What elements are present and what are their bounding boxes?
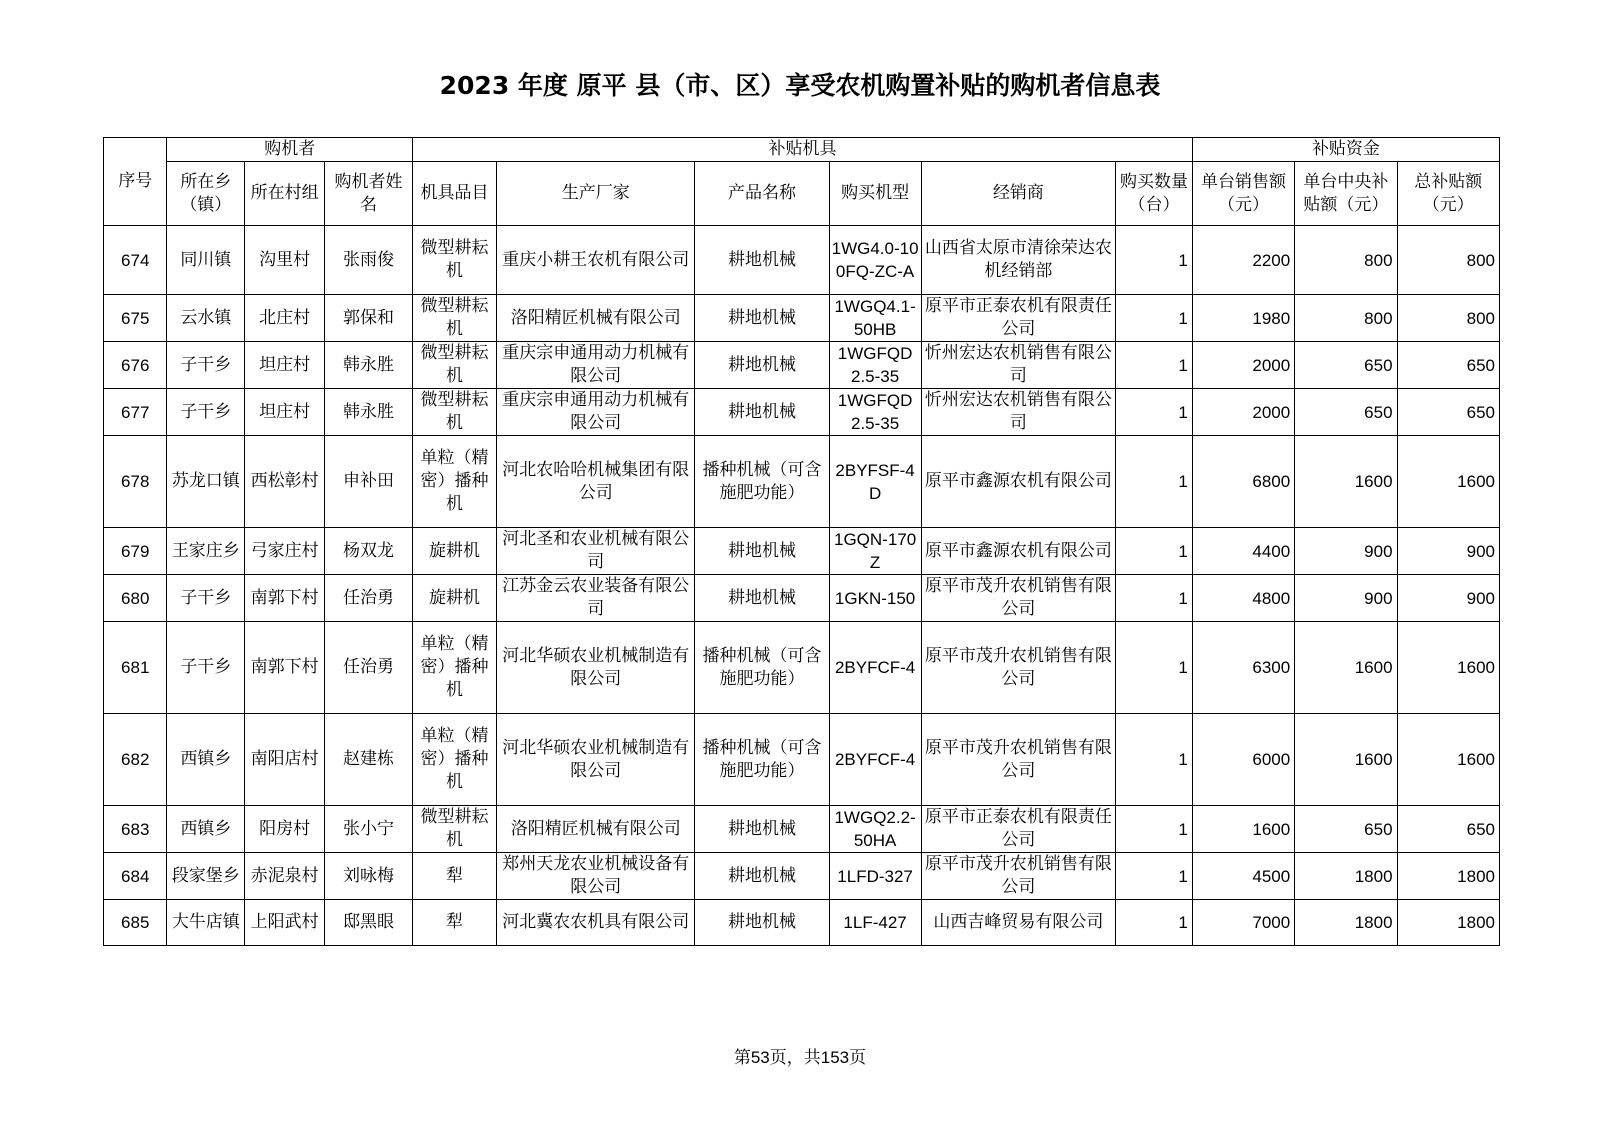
cell-township: 子干乡 xyxy=(167,389,245,436)
table-row xyxy=(104,389,1500,436)
cell-total-subsidy: 650 xyxy=(1397,806,1499,853)
cell-township: 子干乡 xyxy=(167,622,245,714)
cell-category: 单粒（精密）播种机 xyxy=(413,436,497,528)
group-header-machine: 补贴机具 xyxy=(413,138,1193,162)
cell-quantity: 1 xyxy=(1116,622,1193,714)
cell-seq: 683 xyxy=(104,806,167,853)
col-header-product: 产品名称 xyxy=(695,162,829,226)
cell-seq: 685 xyxy=(104,900,167,946)
cell-buyer-name: 张雨俊 xyxy=(325,226,413,295)
cell-category: 旋耕机 xyxy=(413,575,497,622)
cell-dealer: 原平市正泰农机有限责任公司 xyxy=(921,806,1115,853)
cell-central-subsidy: 1800 xyxy=(1295,853,1397,900)
cell-quantity: 1 xyxy=(1116,342,1193,389)
cell-dealer: 原平市鑫源农机有限公司 xyxy=(921,436,1115,528)
cell-unit-price: 2000 xyxy=(1192,389,1294,436)
cell-buyer-name: 韩永胜 xyxy=(325,389,413,436)
cell-seq: 682 xyxy=(104,714,167,806)
cell-seq: 680 xyxy=(104,575,167,622)
cell-village: 北庄村 xyxy=(245,295,325,342)
cell-township: 大牛店镇 xyxy=(167,900,245,946)
cell-village: 南郭下村 xyxy=(245,575,325,622)
cell-category: 旋耕机 xyxy=(413,528,497,575)
cell-unit-price: 1600 xyxy=(1192,806,1294,853)
cell-village: 上阳武村 xyxy=(245,900,325,946)
col-header-category: 机具品目 xyxy=(413,162,497,226)
table-row xyxy=(104,622,1500,714)
cell-township: 王家庄乡 xyxy=(167,528,245,575)
cell-unit-price: 7000 xyxy=(1192,900,1294,946)
cell-product: 播种机械（可含施肥功能） xyxy=(695,714,829,806)
cell-unit-price: 6800 xyxy=(1192,436,1294,528)
cell-model: 1WGFQD2.5-35 xyxy=(829,389,921,436)
cell-dealer: 山西吉峰贸易有限公司 xyxy=(921,900,1115,946)
cell-category: 犁 xyxy=(413,853,497,900)
cell-manufacturer: 河北华硕农业机械制造有限公司 xyxy=(496,622,695,714)
table-row xyxy=(104,342,1500,389)
table-row xyxy=(104,528,1500,575)
cell-dealer: 原平市茂升农机销售有限公司 xyxy=(921,853,1115,900)
cell-seq: 675 xyxy=(104,295,167,342)
cell-township: 段家堡乡 xyxy=(167,853,245,900)
cell-model: 1GKN-150 xyxy=(829,575,921,622)
cell-central-subsidy: 1600 xyxy=(1295,714,1397,806)
cell-model: 1WG4.0-100FQ-ZC-A xyxy=(829,226,921,295)
cell-buyer-name: 任治勇 xyxy=(325,575,413,622)
cell-central-subsidy: 900 xyxy=(1295,528,1397,575)
cell-total-subsidy: 650 xyxy=(1397,342,1499,389)
cell-buyer-name: 张小宁 xyxy=(325,806,413,853)
group-header-fund: 补贴资金 xyxy=(1192,138,1499,162)
cell-dealer: 原平市茂升农机销售有限公司 xyxy=(921,714,1115,806)
cell-unit-price: 4500 xyxy=(1192,853,1294,900)
cell-product: 耕地机械 xyxy=(695,900,829,946)
cell-product: 耕地机械 xyxy=(695,528,829,575)
cell-dealer: 原平市正泰农机有限责任公司 xyxy=(921,295,1115,342)
cell-category: 单粒（精密）播种机 xyxy=(413,714,497,806)
cell-unit-price: 6300 xyxy=(1192,622,1294,714)
cell-total-subsidy: 900 xyxy=(1397,575,1499,622)
footer-prefix: 第 xyxy=(733,1048,751,1068)
cell-buyer-name: 申补田 xyxy=(325,436,413,528)
cell-unit-price: 1980 xyxy=(1192,295,1294,342)
cell-quantity: 1 xyxy=(1116,575,1193,622)
col-header-central-subsidy: 单台中央补贴额（元） xyxy=(1295,162,1397,226)
footer-total-pages: 153 xyxy=(820,1048,850,1067)
table-row xyxy=(104,806,1500,853)
cell-township: 子干乡 xyxy=(167,342,245,389)
cell-buyer-name: 刘咏梅 xyxy=(325,853,413,900)
cell-category: 犁 xyxy=(413,900,497,946)
cell-central-subsidy: 650 xyxy=(1295,389,1397,436)
cell-product: 耕地机械 xyxy=(695,295,829,342)
cell-village: 阳房村 xyxy=(245,806,325,853)
cell-seq: 676 xyxy=(104,342,167,389)
cell-manufacturer: 郑州天龙农业机械设备有限公司 xyxy=(496,853,695,900)
col-header-dealer: 经销商 xyxy=(921,162,1115,226)
cell-village: 赤泥泉村 xyxy=(245,853,325,900)
cell-village: 南郭下村 xyxy=(245,622,325,714)
footer-middle: 页，共 xyxy=(769,1048,821,1068)
cell-total-subsidy: 900 xyxy=(1397,528,1499,575)
cell-quantity: 1 xyxy=(1116,436,1193,528)
cell-model: 2BYFSF-4D xyxy=(829,436,921,528)
table-row xyxy=(104,853,1500,900)
cell-village: 西松彰村 xyxy=(245,436,325,528)
cell-product: 耕地机械 xyxy=(695,806,829,853)
cell-total-subsidy: 1600 xyxy=(1397,622,1499,714)
cell-total-subsidy: 650 xyxy=(1397,389,1499,436)
cell-manufacturer: 洛阳精匠机械有限公司 xyxy=(496,295,695,342)
cell-quantity: 1 xyxy=(1116,853,1193,900)
cell-unit-price: 2000 xyxy=(1192,342,1294,389)
cell-seq: 678 xyxy=(104,436,167,528)
cell-buyer-name: 赵建栋 xyxy=(325,714,413,806)
cell-manufacturer: 重庆宗申通用动力机械有限公司 xyxy=(496,342,695,389)
cell-dealer: 原平市茂升农机销售有限公司 xyxy=(921,622,1115,714)
cell-product: 耕地机械 xyxy=(695,342,829,389)
cell-product: 播种机械（可含施肥功能） xyxy=(695,436,829,528)
table-row xyxy=(104,714,1500,806)
cell-buyer-name: 杨双龙 xyxy=(325,528,413,575)
col-header-township: 所在乡（镇） xyxy=(167,162,245,226)
cell-product: 耕地机械 xyxy=(695,575,829,622)
cell-manufacturer: 江苏金云农业装备有限公司 xyxy=(496,575,695,622)
col-header-manufacturer: 生产厂家 xyxy=(496,162,695,226)
cell-manufacturer: 河北华硕农业机械制造有限公司 xyxy=(496,714,695,806)
table-row xyxy=(104,295,1500,342)
cell-buyer-name: 邸黑眼 xyxy=(325,900,413,946)
cell-manufacturer: 洛阳精匠机械有限公司 xyxy=(496,806,695,853)
cell-product: 耕地机械 xyxy=(695,226,829,295)
cell-manufacturer: 河北农哈哈机械集团有限公司 xyxy=(496,436,695,528)
cell-central-subsidy: 800 xyxy=(1295,226,1397,295)
cell-quantity: 1 xyxy=(1116,226,1193,295)
footer-suffix: 页 xyxy=(849,1048,867,1068)
cell-village: 沟里村 xyxy=(245,226,325,295)
cell-manufacturer: 重庆小耕王农机有限公司 xyxy=(496,226,695,295)
cell-total-subsidy: 800 xyxy=(1397,226,1499,295)
cell-unit-price: 2200 xyxy=(1192,226,1294,295)
cell-product: 耕地机械 xyxy=(695,389,829,436)
table-row xyxy=(104,575,1500,622)
cell-buyer-name: 郭保和 xyxy=(325,295,413,342)
cell-seq: 677 xyxy=(104,389,167,436)
cell-category: 单粒（精密）播种机 xyxy=(413,622,497,714)
cell-model: 2BYFCF-4 xyxy=(829,714,921,806)
cell-manufacturer: 河北冀农农机具有限公司 xyxy=(496,900,695,946)
cell-manufacturer: 河北圣和农业机械有限公司 xyxy=(496,528,695,575)
table-row xyxy=(104,900,1500,946)
cell-buyer-name: 任治勇 xyxy=(325,622,413,714)
table-row xyxy=(104,226,1500,295)
cell-village: 南阳店村 xyxy=(245,714,325,806)
cell-total-subsidy: 800 xyxy=(1397,295,1499,342)
cell-quantity: 1 xyxy=(1116,528,1193,575)
cell-product: 耕地机械 xyxy=(695,853,829,900)
group-header-buyer: 购机者 xyxy=(167,138,413,162)
cell-central-subsidy: 1600 xyxy=(1295,622,1397,714)
cell-category: 微型耕耘机 xyxy=(413,226,497,295)
cell-township: 西镇乡 xyxy=(167,714,245,806)
cell-dealer: 忻州宏达农机销售有限公司 xyxy=(921,389,1115,436)
cell-total-subsidy: 1600 xyxy=(1397,436,1499,528)
col-header-total-subsidy: 总补贴额（元） xyxy=(1397,162,1499,226)
cell-model: 1WGQ2.2-50HA xyxy=(829,806,921,853)
cell-total-subsidy: 1800 xyxy=(1397,853,1499,900)
cell-dealer: 山西省太原市清徐荣达农机经销部 xyxy=(921,226,1115,295)
cell-quantity: 1 xyxy=(1116,806,1193,853)
cell-central-subsidy: 650 xyxy=(1295,342,1397,389)
cell-category: 微型耕耘机 xyxy=(413,295,497,342)
cell-category: 微型耕耘机 xyxy=(413,342,497,389)
cell-township: 同川镇 xyxy=(167,226,245,295)
cell-unit-price: 4400 xyxy=(1192,528,1294,575)
cell-central-subsidy: 800 xyxy=(1295,295,1397,342)
cell-total-subsidy: 1800 xyxy=(1397,900,1499,946)
cell-seq: 674 xyxy=(104,226,167,295)
cell-dealer: 忻州宏达农机销售有限公司 xyxy=(921,342,1115,389)
col-header-unit-price: 单台销售额（元） xyxy=(1192,162,1294,226)
cell-seq: 679 xyxy=(104,528,167,575)
page-title: 2023 年度 原平 县（市、区）享受农机购置补贴的购机者信息表 xyxy=(439,71,1161,100)
col-header-model: 购买机型 xyxy=(829,162,921,226)
cell-township: 西镇乡 xyxy=(167,806,245,853)
cell-quantity: 1 xyxy=(1116,389,1193,436)
cell-model: 1LFD-327 xyxy=(829,853,921,900)
cell-model: 1LF-427 xyxy=(829,900,921,946)
cell-product: 播种机械（可含施肥功能） xyxy=(695,622,829,714)
footer-page-number: 53 xyxy=(750,1048,770,1067)
cell-quantity: 1 xyxy=(1116,900,1193,946)
cell-model: 2BYFCF-4 xyxy=(829,622,921,714)
cell-unit-price: 4800 xyxy=(1192,575,1294,622)
cell-seq: 681 xyxy=(104,622,167,714)
cell-model: 1GQN-170Z xyxy=(829,528,921,575)
cell-central-subsidy: 650 xyxy=(1295,806,1397,853)
cell-central-subsidy: 1800 xyxy=(1295,900,1397,946)
cell-township: 苏龙口镇 xyxy=(167,436,245,528)
cell-model: 1WGQ4.1-50HB xyxy=(829,295,921,342)
col-header-quantity: 购买数量（台） xyxy=(1116,162,1193,226)
col-header-village: 所在村组 xyxy=(245,162,325,226)
subsidy-table xyxy=(103,137,1500,946)
cell-village: 坦庄村 xyxy=(245,342,325,389)
col-header-buyer-name: 购机者姓名 xyxy=(325,162,413,226)
cell-buyer-name: 韩永胜 xyxy=(325,342,413,389)
page-footer xyxy=(0,1043,1600,1068)
cell-township: 云水镇 xyxy=(167,295,245,342)
cell-central-subsidy: 1600 xyxy=(1295,436,1397,528)
cell-category: 微型耕耘机 xyxy=(413,389,497,436)
cell-seq: 684 xyxy=(104,853,167,900)
cell-dealer: 原平市茂升农机销售有限公司 xyxy=(921,575,1115,622)
cell-manufacturer: 重庆宗申通用动力机械有限公司 xyxy=(496,389,695,436)
cell-central-subsidy: 900 xyxy=(1295,575,1397,622)
cell-township: 子干乡 xyxy=(167,575,245,622)
cell-unit-price: 6000 xyxy=(1192,714,1294,806)
cell-total-subsidy: 1600 xyxy=(1397,714,1499,806)
cell-village: 弓家庄村 xyxy=(245,528,325,575)
cell-dealer: 原平市鑫源农机有限公司 xyxy=(921,528,1115,575)
cell-model: 1WGFQD2.5-35 xyxy=(829,342,921,389)
table-row xyxy=(104,436,1500,528)
col-header-seq: 序号 xyxy=(104,138,167,226)
cell-category: 微型耕耘机 xyxy=(413,806,497,853)
cell-village: 坦庄村 xyxy=(245,389,325,436)
cell-quantity: 1 xyxy=(1116,714,1193,806)
cell-quantity: 1 xyxy=(1116,295,1193,342)
